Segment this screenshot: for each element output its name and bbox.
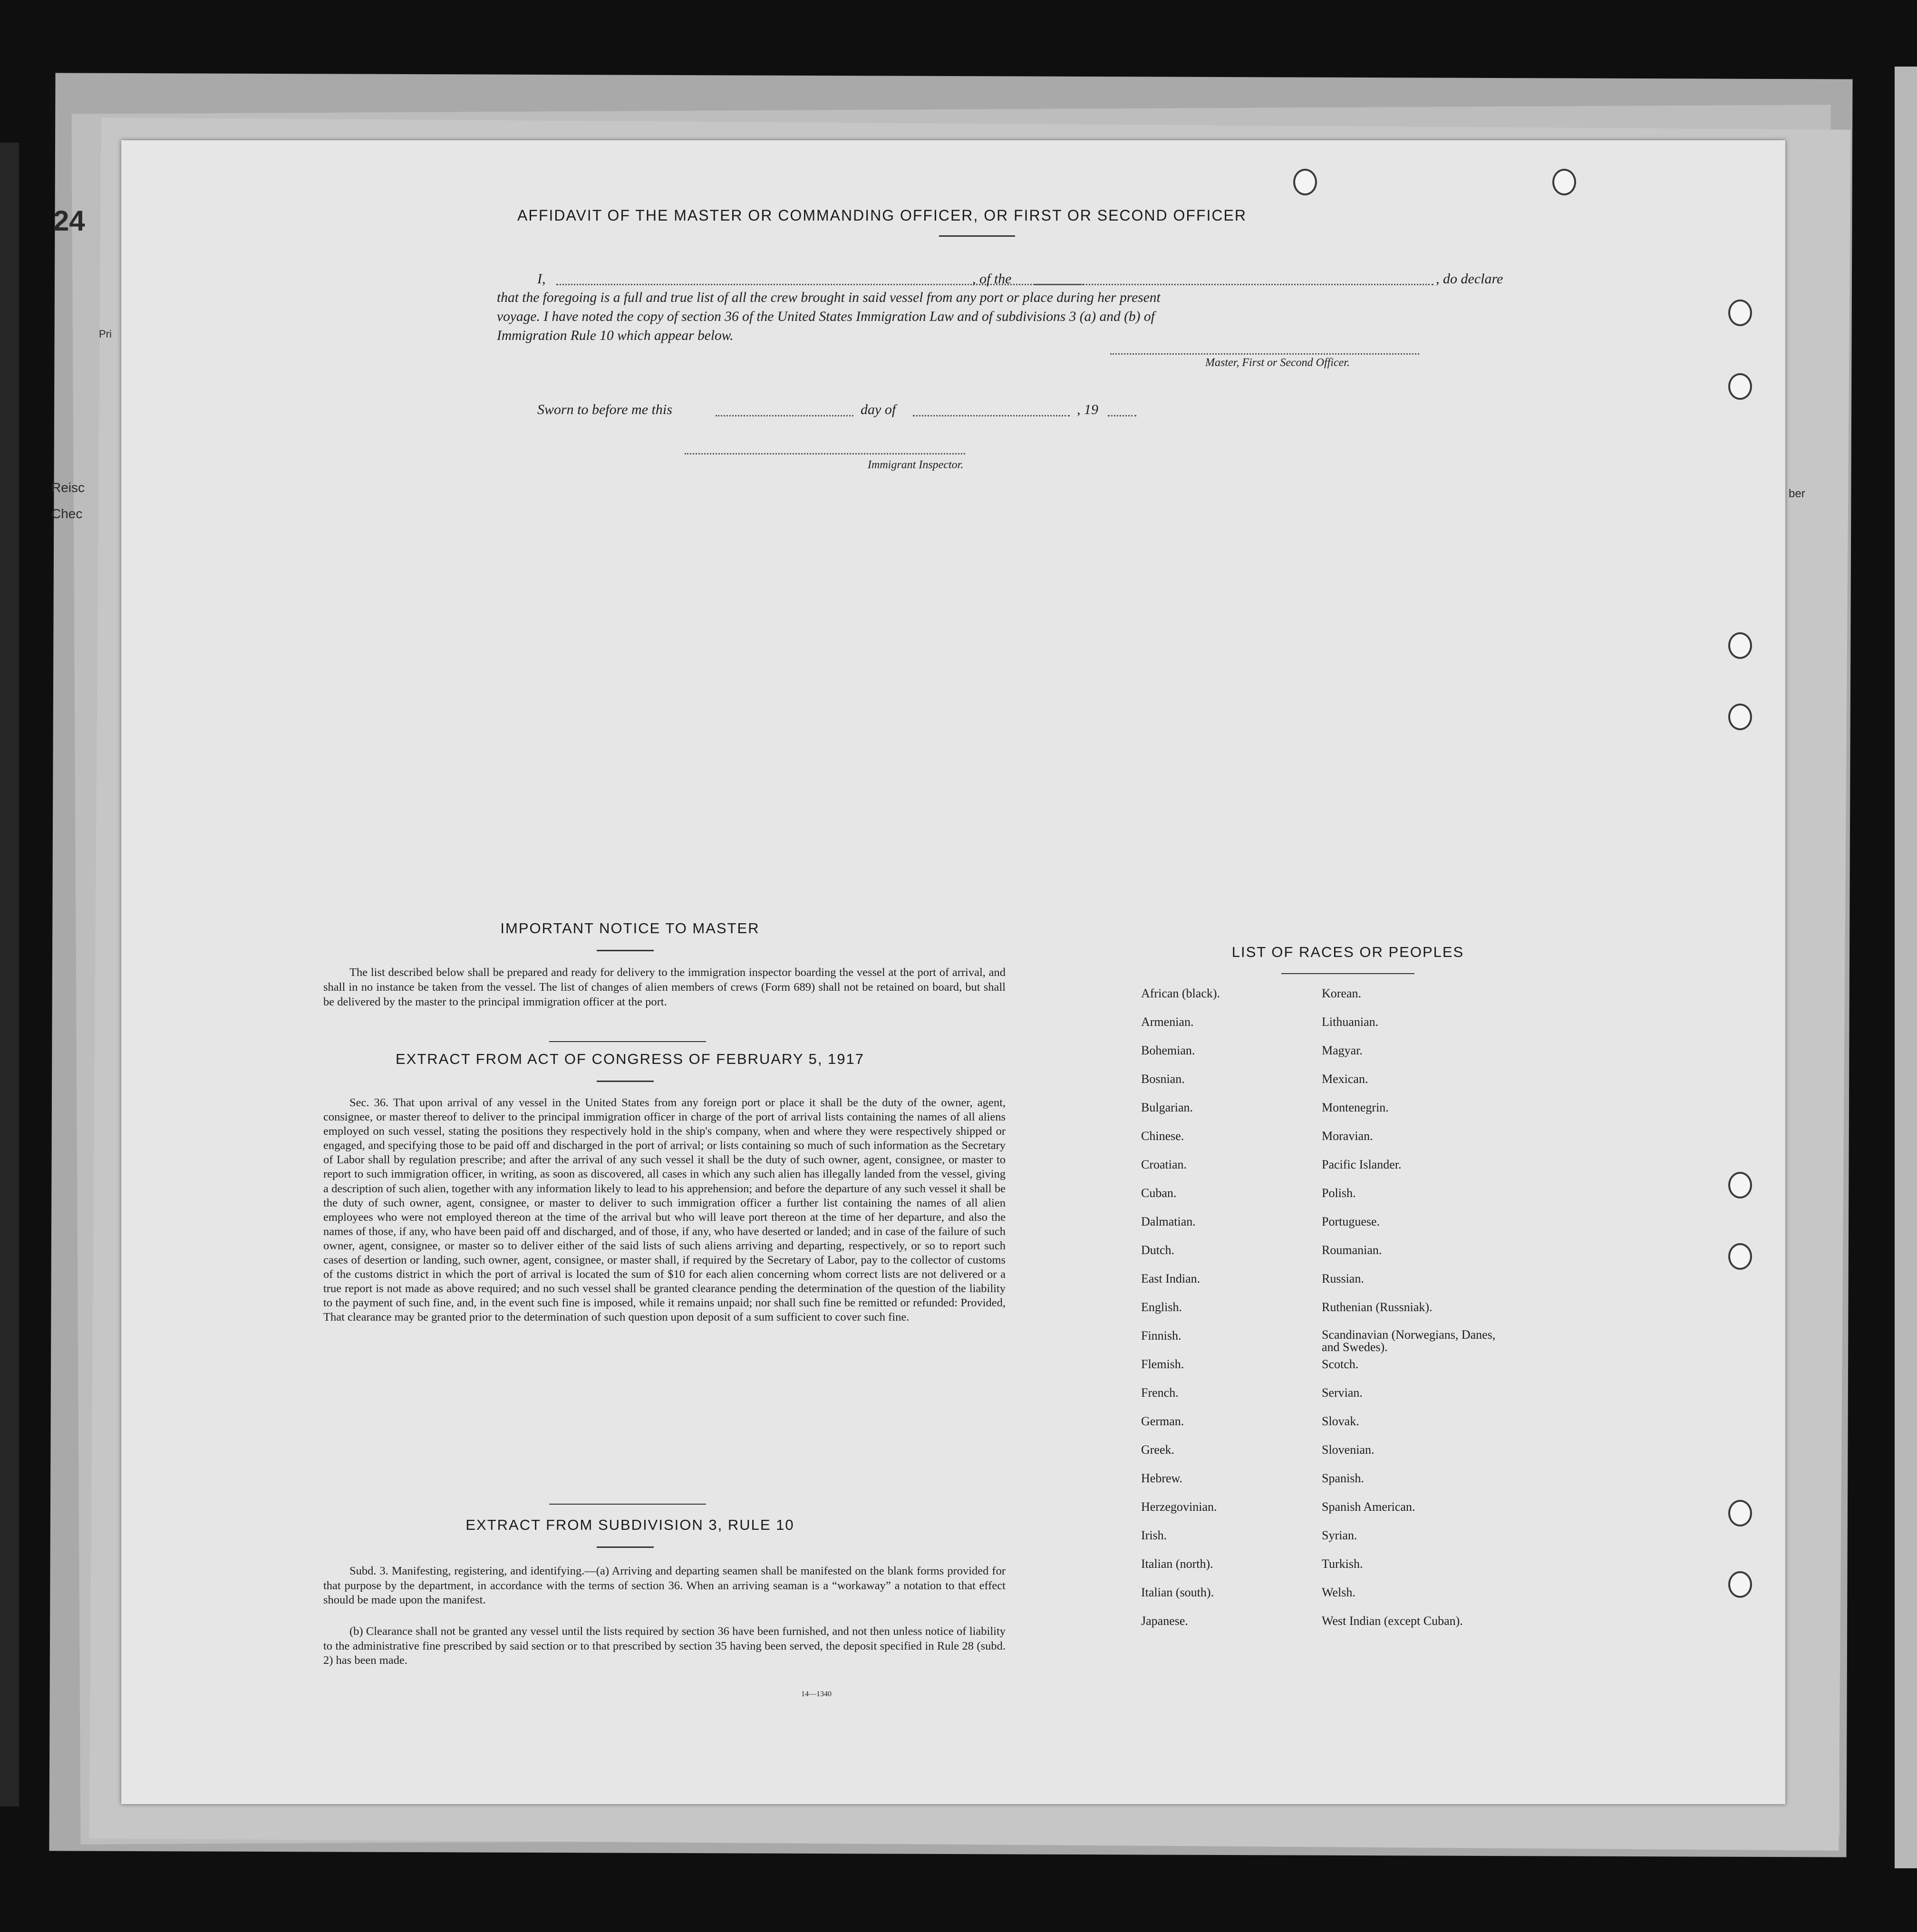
title-rule: [597, 1081, 654, 1082]
race-item: Roumanian.: [1322, 1243, 1382, 1257]
race-item: Korean.: [1322, 986, 1362, 1000]
margin-fragment: Pri: [99, 328, 112, 340]
race-item: Flemish.: [1141, 1357, 1184, 1371]
year-label: , 19: [1077, 402, 1098, 417]
race-item: Scotch.: [1322, 1357, 1359, 1371]
race-item: Greek.: [1141, 1443, 1175, 1457]
race-item: Slovak.: [1322, 1414, 1359, 1428]
race-item: African (black).: [1141, 986, 1220, 1000]
title-rule: [939, 235, 1015, 237]
margin-fragment: 24: [53, 205, 85, 237]
right-page-edge: [1895, 67, 1917, 1868]
signature-caption: Master, First or Second Officer.: [1205, 357, 1350, 369]
punch-hole: [1728, 1172, 1752, 1198]
race-item: Polish.: [1322, 1186, 1356, 1200]
left-page-edge: [0, 143, 19, 1806]
form-sheet: [121, 140, 1785, 1804]
race-item: Spanish.: [1322, 1471, 1364, 1485]
inspector-line: [685, 453, 965, 454]
race-item: Hebrew.: [1141, 1471, 1183, 1485]
punch-hole: [1728, 373, 1752, 400]
inspector-caption: Immigrant Inspector.: [868, 459, 964, 471]
race-item: Mexican.: [1322, 1072, 1368, 1086]
extract-rule-title: EXTRACT FROM SUBDIVISION 3, RULE 10: [465, 1517, 794, 1533]
race-item: Bosnian.: [1141, 1072, 1185, 1086]
affidavit-title: AFFIDAVIT OF THE MASTER OR COMMANDING OFFICER, OR FIRST OR SECOND OFFICER: [517, 207, 1247, 224]
race-item: Russian.: [1322, 1272, 1364, 1285]
extract-act-title: EXTRACT FROM ACT OF CONGRESS OF FEBRUARY 5, 1917: [395, 1051, 865, 1067]
title-rule: [1281, 973, 1414, 974]
affidavit-body-line: Immigration Rule 10 which appear below.: [497, 328, 734, 343]
race-item: Montenegrin.: [1322, 1101, 1389, 1114]
race-item: Servian.: [1322, 1386, 1363, 1400]
race-item: East Indian.: [1141, 1272, 1201, 1285]
punch-hole: [1552, 169, 1576, 195]
notice-text: The list described below shall be prepared and ready for delivery to the immigration inspector boarding the vessel at the port of arrival, and shall in no instance be taken from the vessel. The list of changes of alien members of crews (Form 689) shall not be retained on board, but shall be delivered by the master to the principal immigration officer at the port.: [323, 966, 1006, 1008]
race-item: Ruthenian (Russniak).: [1322, 1300, 1433, 1314]
vessel-line: [1034, 284, 1433, 285]
rule-10-text-b: (b) Clearance shall not be granted any vessel until the lists required by section 36 have been furnished, and not then unless notice of liability to the administrative fine prescribed by said section or to that prescribed by section 35 having been served, the deposit specified in Rule 28 (subd. 2) has been made.: [323, 1625, 1006, 1667]
race-item: Portuguese.: [1322, 1215, 1380, 1228]
race-item: Spanish American.: [1322, 1500, 1415, 1514]
race-item: Bulgarian.: [1141, 1101, 1193, 1114]
section-rule: [549, 1041, 706, 1042]
punch-hole: [1728, 704, 1752, 730]
race-item: Bohemian.: [1141, 1043, 1195, 1057]
races-title: LIST OF RACES OR PEOPLES: [1231, 944, 1464, 960]
affidavit-declare: , do declare: [1436, 271, 1503, 287]
punch-hole: [1728, 299, 1752, 326]
punch-hole: [1293, 169, 1317, 195]
race-item: Japanese.: [1141, 1614, 1188, 1628]
sworn-year-line: [1108, 415, 1136, 416]
race-item: Dalmatian.: [1141, 1215, 1196, 1228]
race-item: West Indian (except Cuban).: [1322, 1614, 1463, 1628]
section-36-text: Sec. 36. That upon arrival of any vessel in the United States from any foreign port or place it shall be the duty of the owner, agent, consignee, or master thereof to deliver to the principal immigration officer in charge of the port of arrival lists containing the names of all aliens employed on such vessel, stating the positions they respectively hold in the ship's company, when and where they were respectively shipped or engaged, and specifying those to be paid off and discharged in the port of arrival; or lists containing so much of such information as the Secretary of Labor shall by regulation prescribe; and after the arrival of any such vessel it shall be the duty of such owner, agent, consignee, or master to report to such immigration officer, in writing, as soon as discovered, all cases in which any such alien has illegally landed from the vessel, giving a description of such alien, together with any information likely to lead to his apprehension; and before the departure of any such vessel it shall be the duty of such owner, agent, consignee, or master to deliver to such immigration officer a further list containing the names of all alien employees who were not employed thereon at the time of the arrival but who will leave port thereon at the time of her departure, and also the names of those, if any, who have been paid off and discharged, and of those, if any, who have deserted or landed; and in case of the failure of such owner, agent, consignee, or master so to deliver either of the said lists of such aliens arriving and departing, respectively, or so to report such cases of desertion or landing, such owner, agent, consignee, or master shall, if required by the Secretary of Labor, pay to the collector of customs of the customs district in which the port of arrival is located the sum of $10 for each alien concerning whom correct lists are not delivered or a true report is not made as above required; and no such vessel shall be granted clearance pending the determination of the question of the liability to the payment of such fine, and, in the event such fine is imposed, while it remains unpaid; nor shall such fine be remitted or refunded: Provided, That clearance may be granted prior to the determination of such question upon deposit of a sum sufficient to cover such fine.: [323, 1096, 1006, 1324]
race-item: Italian (south).: [1141, 1585, 1214, 1599]
race-item: Syrian.: [1322, 1528, 1357, 1542]
rule-10-text-a: Subd. 3. Manifesting, registering, and identifying.—(a) Arriving and departing seamen shall be manifested on the blank forms provided for that purpose by the department, in accordance with the terms of section 36. When an arriving seaman is a “workaway” a notation to that effect should be made upon the manifest.: [323, 1565, 1006, 1606]
race-item: Italian (north).: [1141, 1557, 1213, 1571]
race-item: German.: [1141, 1414, 1184, 1428]
race-item: Irish.: [1141, 1528, 1167, 1542]
race-item: Pacific Islander.: [1322, 1158, 1402, 1171]
race-item: Croatian.: [1141, 1158, 1187, 1171]
punch-hole: [1728, 1500, 1752, 1526]
race-item: Scandinavian (Norwegians, Danes, and Swedes).: [1322, 1328, 1496, 1354]
race-item: Turkish.: [1322, 1557, 1363, 1571]
race-item: Armenian.: [1141, 1015, 1194, 1029]
affidavit-body-line: voyage. I have noted the copy of section 36 of the United States Immigration Law and of subdivisions 3 (a) and (b) of: [497, 309, 1155, 324]
race-item: Cuban.: [1141, 1186, 1177, 1200]
affidavit-of-the: , of the: [972, 271, 1012, 287]
race-item: English.: [1141, 1300, 1182, 1314]
punch-hole: [1728, 1571, 1752, 1598]
race-item: Welsh.: [1322, 1585, 1355, 1599]
punch-hole: [1728, 632, 1752, 659]
race-item: Moravian.: [1322, 1129, 1373, 1143]
affidavit-body-line: that the foregoing is a full and true list of all the crew brought in said vessel from any port or place during her present: [497, 290, 1161, 305]
punch-hole: [1728, 1243, 1752, 1270]
day-of-label: day of: [861, 402, 896, 417]
sworn-label: Sworn to before me this: [537, 402, 672, 417]
race-item: French.: [1141, 1386, 1179, 1400]
race-item: Chinese.: [1141, 1129, 1184, 1143]
race-item: Lithuanian.: [1322, 1015, 1379, 1029]
margin-fragment: ber: [1789, 487, 1805, 500]
signature-line: [1110, 353, 1419, 355]
sworn-day-line: [716, 415, 853, 416]
section-rule: [549, 1504, 706, 1505]
title-rule: [597, 950, 654, 951]
margin-fragment: Reisc: [51, 480, 85, 495]
title-rule: [597, 1546, 654, 1548]
race-item: Herzegovinian.: [1141, 1500, 1217, 1514]
race-item: Dutch.: [1141, 1243, 1175, 1257]
race-item: Slovenian.: [1322, 1443, 1375, 1457]
race-item: Finnish.: [1141, 1329, 1181, 1343]
race-item: Magyar.: [1322, 1043, 1363, 1057]
notice-title: IMPORTANT NOTICE TO MASTER: [500, 920, 760, 937]
sworn-month-line: [913, 415, 1070, 416]
affidavit-i: I,: [537, 271, 546, 287]
form-number: 14—1340: [801, 1690, 832, 1698]
margin-fragment: Chec: [51, 506, 83, 521]
